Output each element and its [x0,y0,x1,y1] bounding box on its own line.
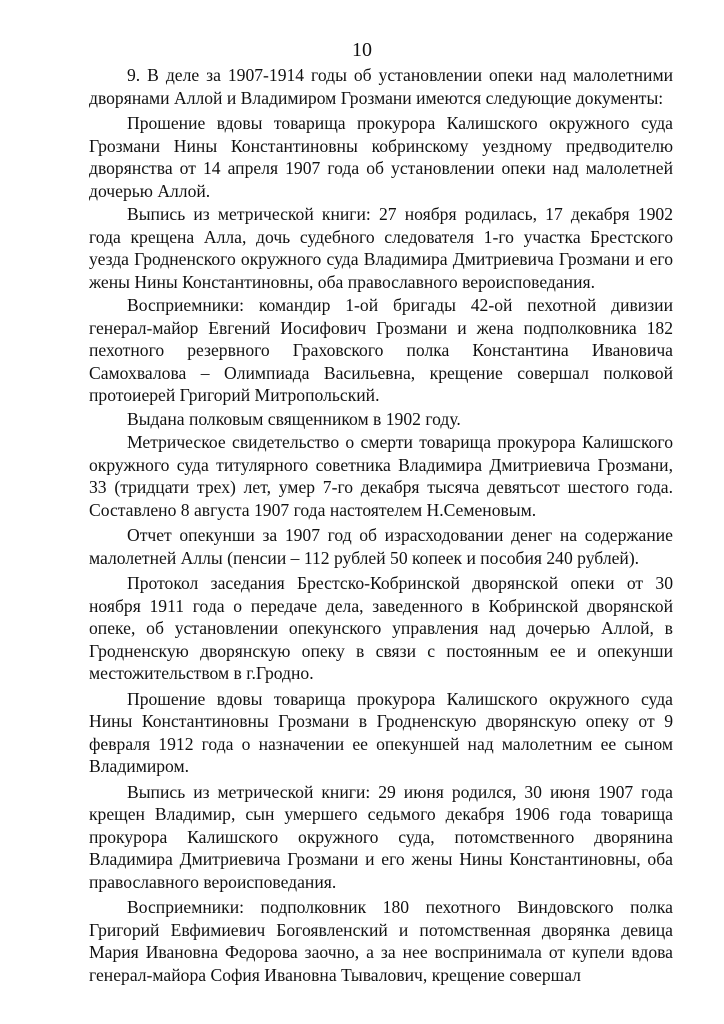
paragraph-petition-1907: Прошение вдовы товарища прокурора Калишского окружного суда Грозмани Нины Константиновны кобринскому уездному предводителю дворянства от 14 апреля 1907 года об установлении опеки над малолетней дочерью Аллой. [89,113,673,201]
paragraph-godparents-alla: Восприемники: командир 1-ой бригады 42-ой пехотной дивизии генерал-майор Евгений Иосифович Грозмани и жена подполковника 182 пехотного резервного Граховского полка Константина Ивановича Самохвалова – Олимпиада Васильевна, крещение совершал полковой протоиерей Григорий Митропольский. [89,295,673,405]
paragraph-birth-record-vladimir: Выпись из метрической книги: 29 июня родился, 30 июня 1907 года крещен Владимир, сын умершего седьмого декабря 1906 года товарища прокурора Калишского окружного суда, потомственного дворянина Владимира Дмитриевича Грозмани и его жены Нины Константиновны, оба православного вероисповедания. [89,781,673,892]
paragraph-issued-1902: Выдана полковым священником в 1902 году. [127,408,461,429]
document-body [89,64,673,987]
paragraph-case-intro: 9. В деле за 1907-1914 годы об установлении опеки над малолетними дворянами Аллой и Владимиром Грозмани имеются следующие документы: [89,65,673,108]
paragraph-guardian-report: Отчет опекунши за 1907 год об израсходовании денег на содержание малолетней Аллы (пенсии – 112 рублей 50 копеек и пособия 240 рублей). [89,525,673,568]
paragraph-birth-record-alla: Выпись из метрической книги: 27 ноября родилась, 17 декабря 1902 года крещена Алла, дочь судебного следователя 1-го участка Брестского уезда Гродненского окружного суда Владимира Дмитриевича Грозмани и его жены Нины Константиновны, оба православного вероисповедания. [89,204,673,292]
paragraph-death-certificate: Метрическое свидетельство о смерти товарища прокурора Калишского окружного суда титулярного советника Владимира Дмитриевича Грозмани, 33 (тридцати трех) лет, умер 7-го декабря тысяча девятьсот шестого года. Составлено 8 августа 1907 года настоятелем Н.Семеновым. [89,432,673,520]
paragraph-godparents-vladimir: Восприемники: подполковник 180 пехотного Виндовского полка Григорий Евфимиевич Богоявленский и потомственная дворянка девица Мария Ивановна Федорова заочно, а за нее воспринимала от купели вдова генерал-майора София Ивановна Тывалович, крещение совершал [89,897,673,985]
paragraph-petition-1912: Прошение вдовы товарища прокурора Калишского окружного суда Нины Константиновны Грозмани в Гродненскую дворянскую опеку от 9 февраля 1912 года о назначении ее опекуншей над малолетним ее сыном Владимиром. [89,688,673,776]
paragraph-protocol-1911: Протокол заседания Брестско-Кобринской дворянской опеки от 30 ноября 1911 года о передаче дела, заведенного в Кобринской дворянской опеке, об установлении опекунского управления над дочерью Аллой, в Гродненскую дворянскую опеку в связи с постоянным ее и опекунши местожительством в г.Гродно. [89,573,673,683]
page-number: 10 [352,39,372,61]
